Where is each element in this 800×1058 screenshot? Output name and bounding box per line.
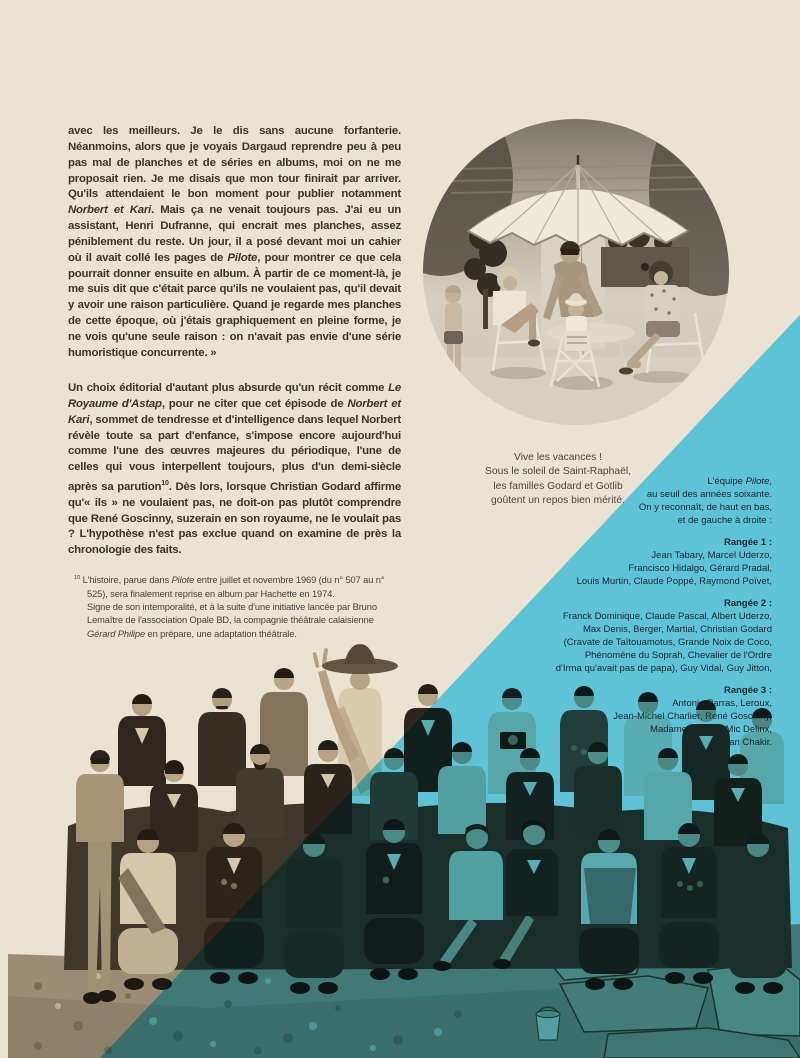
vacation-photo <box>423 119 729 425</box>
footnote-paragraph: Signe de son intemporalité, et à la suite d'une initiative lancée par Bruno Lemaître de l'association Opale BD, la compagnie théâtrale calaisienne Gérard Philipe en prépare, une adaptation théâtrale. <box>87 601 377 639</box>
row-title: Rangée 1 : <box>723 537 772 548</box>
footnote <box>74 572 402 641</box>
row-names: Franck Dominique, Claude Pascal, Albert Uderzo, Max Denis, Berger, Martial, Christian Godard (Cravate de Taïtouamotus, Grande Noix de Coco, Phénomène du Soprah, Chevalier de l'Ordre d'Irma qu'avait pas de papa), Guy Vidal, Guy Jitton, <box>555 611 772 674</box>
team-caption-intro: L'équipe Pilote, au seuil des années soixante. On y reconnaît, de haut en bas, et de gauche à droite : <box>638 476 772 526</box>
row-title: Rangée 3 : <box>723 685 772 696</box>
article-paragraph-2: Un choix éditorial d'autant plus absurde qu'un récit comme Le Royaume d'Astap, pour ne citer que cet épisode de Norbert et Kari, sommet de tendresse et d'intelligence dans lequel Norbert révèle toute sa part d'enfance, s'impose encore aujourd'hui comme l'une des œuvres majeures du périodique, l'une de celles qui vous interpellent toujours, plus d'un demi-siècle après sa parution$^{10}$. Dès lors, lorsque Christian Godard affirme qu'« ils » ne voulaient pas, ne doit-on pas plutôt comprendre que René Goscinny, suzerain en son royaume, ne le voulait pas ? L'hypothèse n'est pas exclue quand on examine de près la chronologie des faits. <box>68 382 401 557</box>
team-caption-row-1 <box>492 536 772 588</box>
bucket <box>536 1007 560 1040</box>
team-photo-caption <box>492 475 772 758</box>
team-caption-row-2 <box>492 597 772 675</box>
terrace-floor <box>423 357 729 425</box>
row-title: Rangée 2 : <box>723 598 772 609</box>
team-caption-row-3 <box>492 684 772 749</box>
person-silhouette <box>118 694 166 786</box>
article-paragraph-1: avec les meilleurs. Je le dis sans aucune forfanterie. Néanmoins, alors que je voyais Dargaud reprendre peu à peu pas mal de planches et de séries en albums, moi on ne me proposait rien. Je me disais que mon tour finirait par arriver. Qu'ils attendaient le bon moment pour publier notamment Norbert et Kari. Mais ça ne venait toujours pas. J'ai eu un assistant, Henri Dufranne, qui encrait mes planches, assez péniblement du reste. Un jour, il a posé devant moi un cahier où il avait collé les pages de Pilote, pour montrer ce que cela pourrait donner ensuite en album. À partir de ce moment-là, je me suis dit que c'était parce qu'ils ne voulaient pas, qu'il devait y avoir une raison particulière. Quand je regarde mes planches de cette époque, où j'étais graphiquement en pleine forme, je ne vois qu'une seule raison : on n'avait pas envie d'une série humoristique concurrente. » <box>68 125 401 359</box>
vacation-photo-caption: Vive les vacances ! Sous le soleil de Saint-Raphaël, les familles Godard et Gotlib goûtent un repos bien mérité. <box>485 452 631 506</box>
sunglasses-icon <box>561 249 579 255</box>
footnote-paragraph: $^{10}$ L'histoire, parue dans Pilote entre juillet et novembre 1969 (du n° 507 au n° 525), sera finalement reprise en album par Hachette en 1974. <box>74 575 385 599</box>
row-names: Antonio Parras, Leroux, Jean-Michel Charlier, René Goscinny, Madame Donuet, Mic Delinx, Jean Chakir. <box>613 698 772 748</box>
row-names: Jean Tabary, Marcel Uderzo, Francisco Hidalgo, Gérard Pradal, Louis Murtin, Claude Poppé, Raymond Poïvet, <box>576 550 772 587</box>
